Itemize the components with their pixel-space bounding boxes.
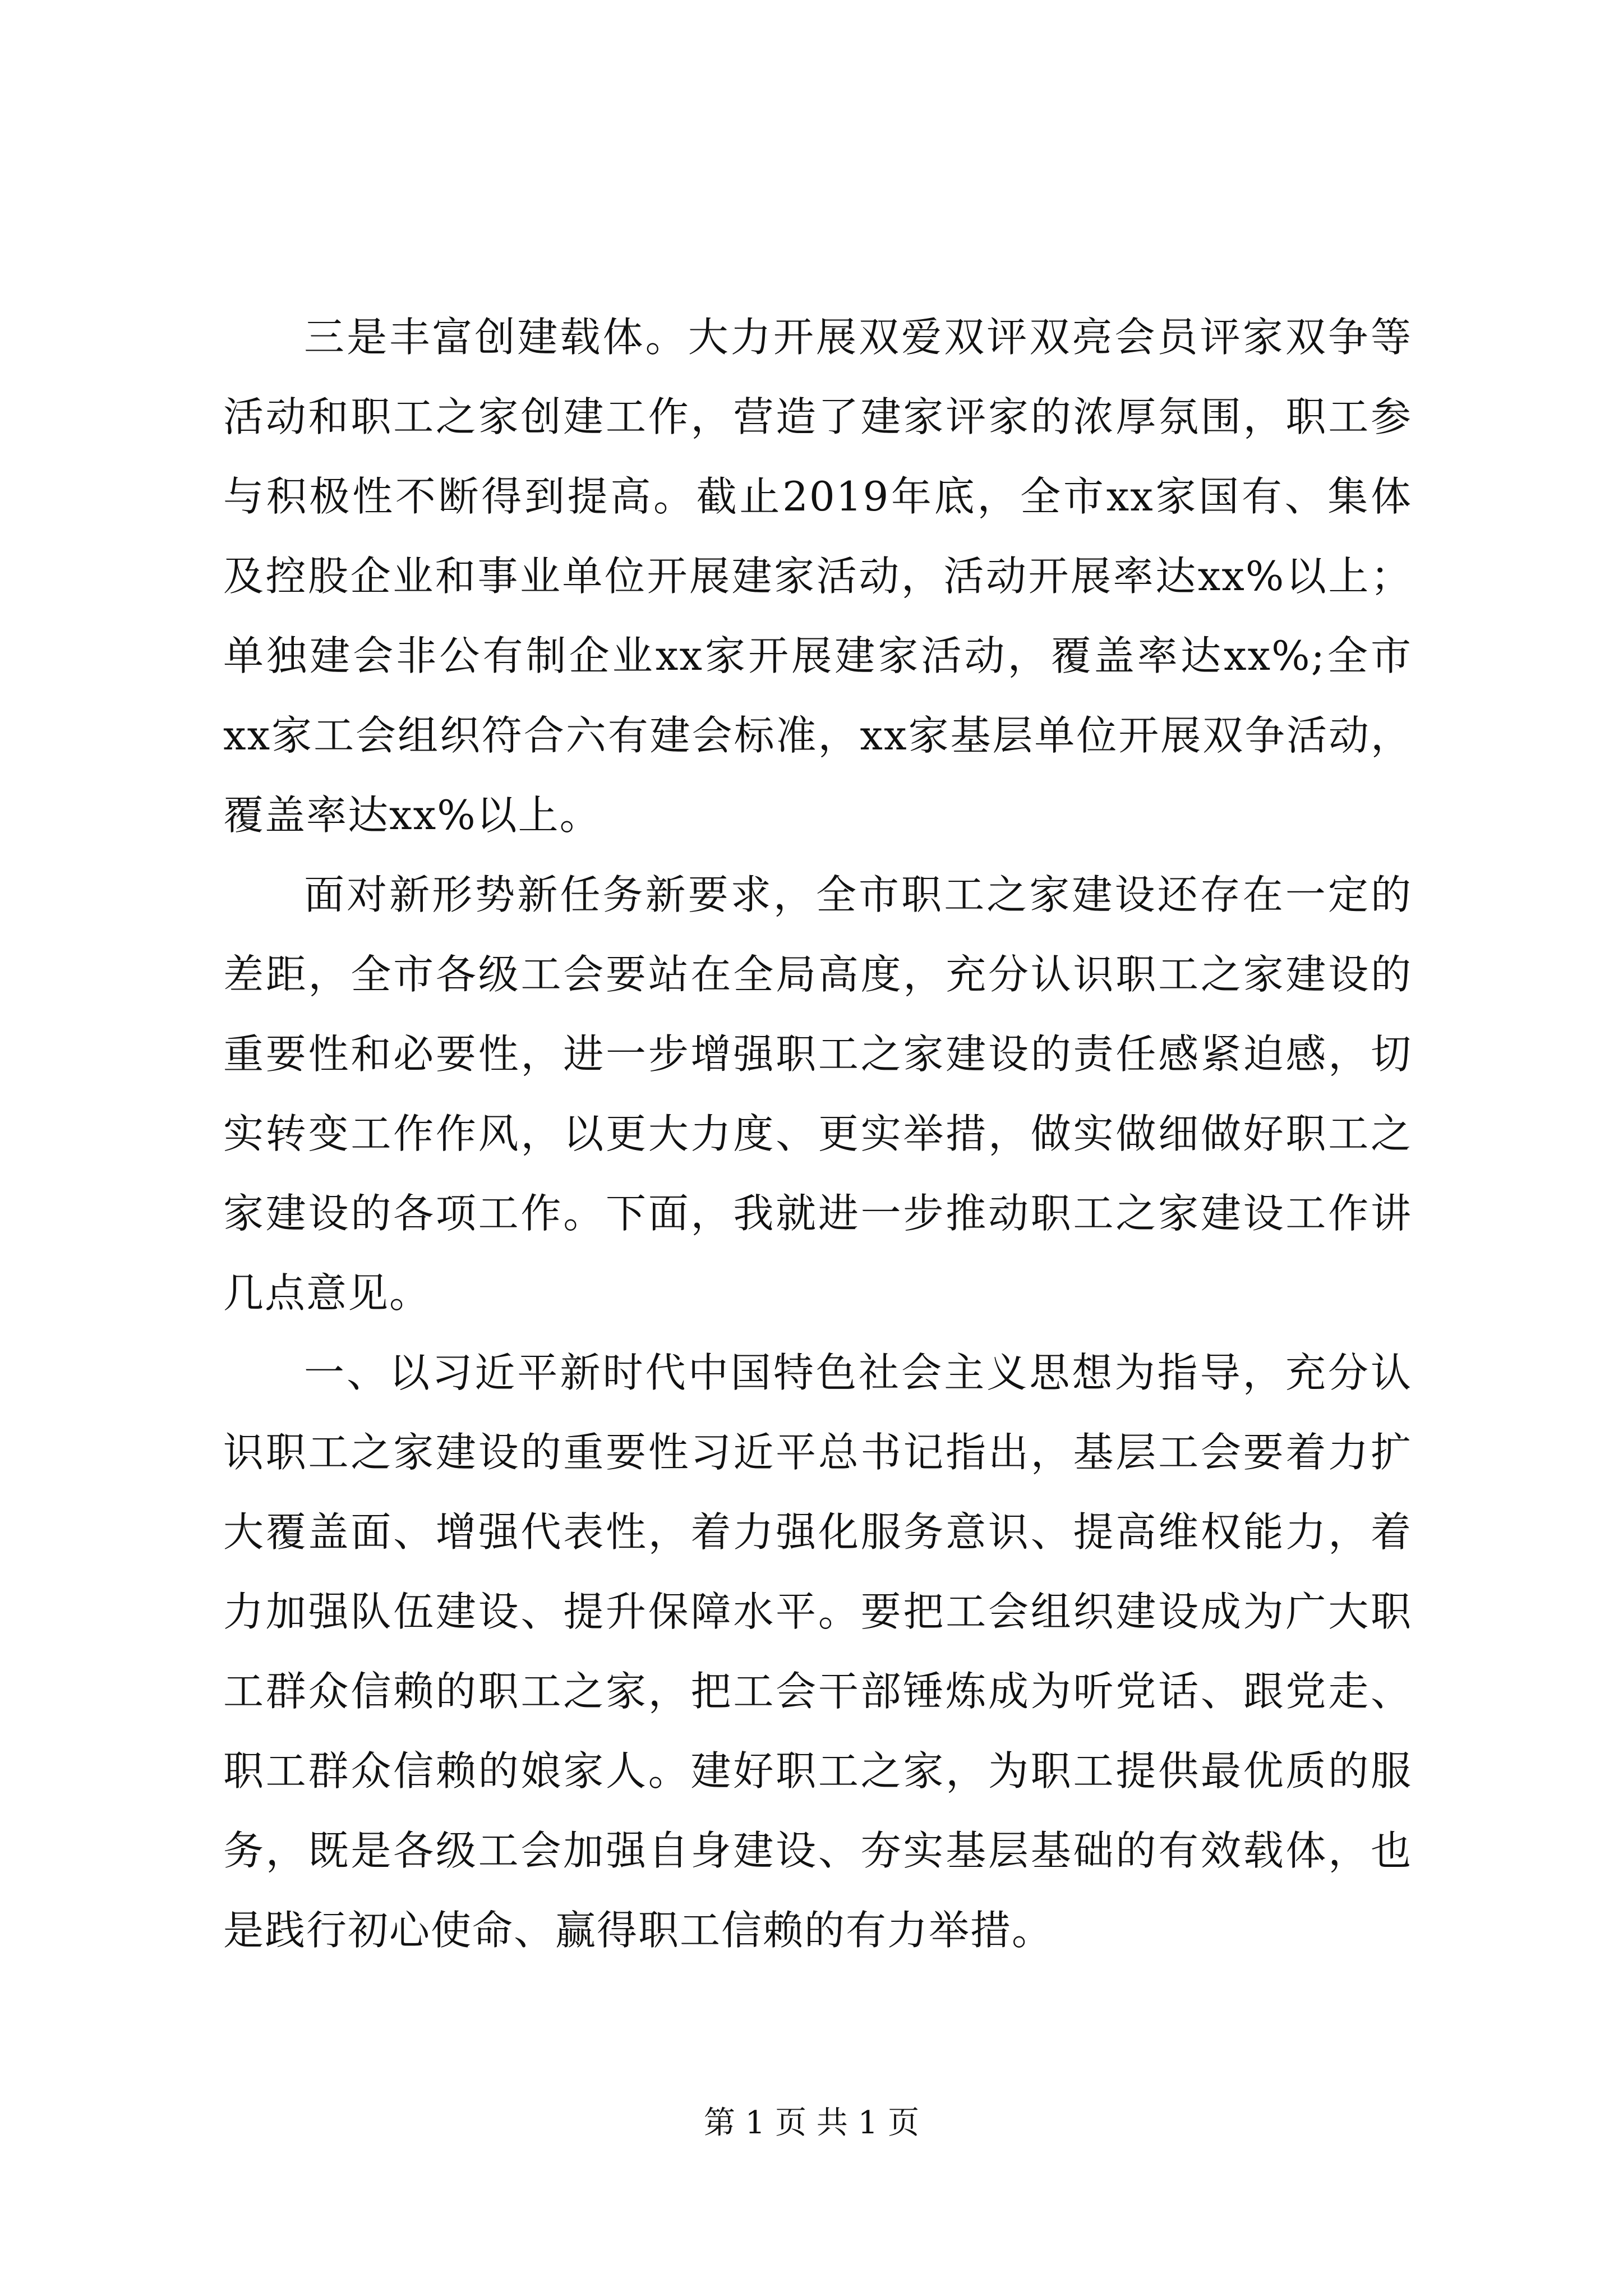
page-footer: 第 1 页 共 1 页 (703, 2105, 920, 2141)
paragraph-2: 面对新形势新任务新要求，全市职工之家建设还存在一定的差距，全市各级工会要站在全局高度，充分认识职工之家建设的重要性和必要性，进一步增强职工之家建设的责任感紧迫感，切实转变工作作风，以更大力度、更实举措，做实做细做好职工之家建设的各项工作。下面，我就进一步推动职工之家建设工作讲几点意见。 (223, 871, 1412, 1317)
document-body (223, 297, 1412, 1970)
paragraph-1: 三是丰富创建载体。大力开展双爱双评双亮会员评家双争等活动和职工之家创建工作，营造了建家评家的浓厚氛围，职工参与积极性不断得到提高。截止2019年底，全市xx家国有、集体及控股企业和事业单位开展建家活动，活动开展率达xx%以上；单独建会非公有制企业xx家开展建家活动，覆盖率达xx%;全市xx家工会组织符合六有建会标准，xx家基层单位开展双争活动，覆盖率达xx%以上。 (223, 314, 1412, 839)
paragraph-3: 一、以习近平新时代中国特色社会主义思想为指导，充分认识职工之家建设的重要性习近平总书记指出，基层工会要着力扩大覆盖面、增强代表性，着力强化服务意识、提高维权能力，着力加强队伍建设、提升保障水平。要把工会组织建设成为广大职工群众信赖的职工之家，把工会干部锤炼成为听党话、跟党走、职工群众信赖的娘家人。建好职工之家，为职工提供最优质的服务，既是各级工会加强自身建设、夯实基层基础的有效载体，也是践行初心使命、赢得职工信赖的有力举措。 (223, 1349, 1412, 1954)
